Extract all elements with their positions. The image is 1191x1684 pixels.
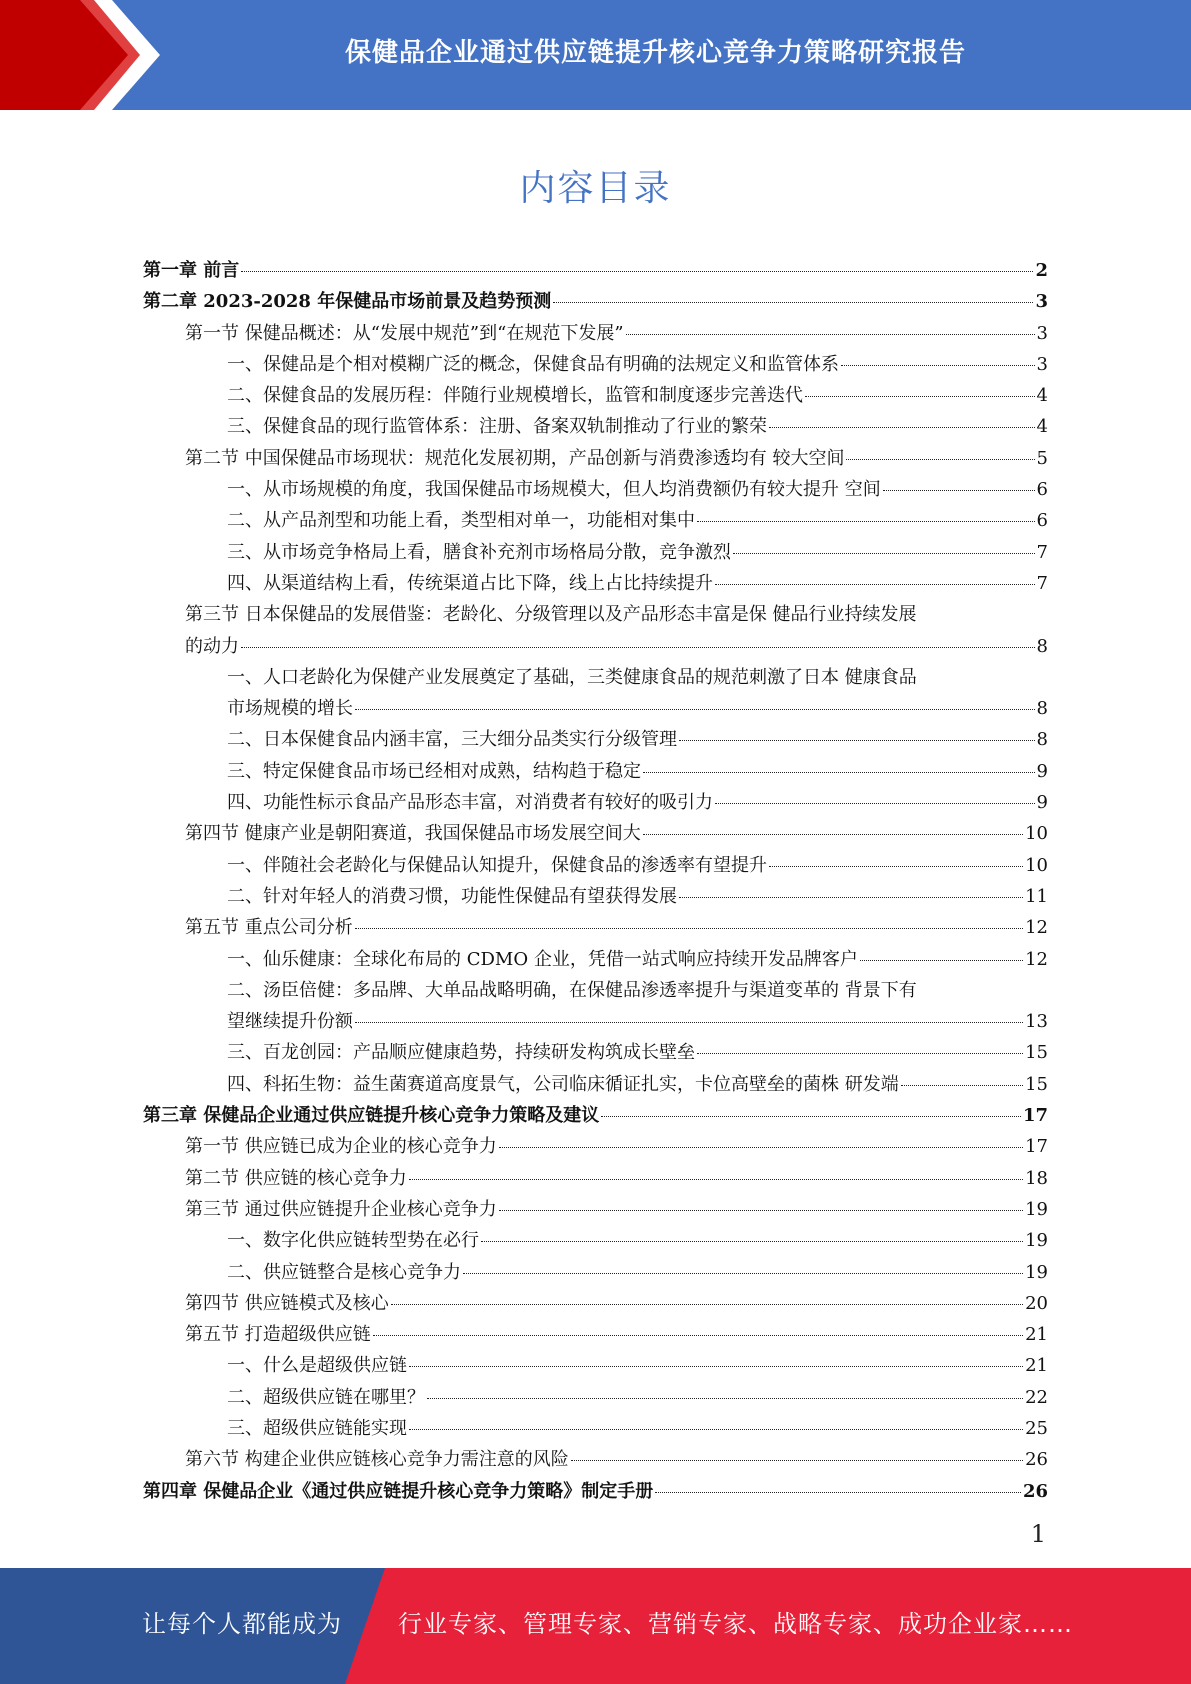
- toc-entry-title: 第二节 供应链的核心竞争力: [185, 1167, 407, 1189]
- toc-entry-title: 第一节 保健品概述：从“发展中规范”到“在规范下发展”: [185, 322, 624, 344]
- toc-entry-page: 12: [1025, 948, 1048, 970]
- toc-entry-title: 一、数字化供应链转型势在必行: [227, 1230, 479, 1252]
- toc-entry-page: 3: [1036, 322, 1048, 344]
- toc-entry-page: 17: [1025, 1136, 1048, 1158]
- toc-entry-title: 第三节 日本保健品的发展借鉴：老龄化、分级管理以及产品形态丰富是保 健品行业持续发展: [185, 604, 917, 626]
- toc-dot-leader: [655, 1492, 1021, 1493]
- toc-entry[interactable]: [143, 1257, 1048, 1288]
- toc-entry-title: 第四章 保健品企业《通过供应链提升核心竞争力策略》制定手册: [143, 1480, 654, 1502]
- toc-entry-title: 三、保健食品的现行监管体系：注册、备案双轨制推动了行业的繁荣: [227, 416, 767, 438]
- toc-dot-leader: [409, 1366, 1023, 1367]
- toc-entry[interactable]: [143, 1225, 1048, 1256]
- toc-entry-page: 26: [1025, 1449, 1048, 1471]
- toc-dot-leader: [883, 490, 1035, 491]
- toc-entry-title: 四、科拓生物：益生菌赛道高度景气，公司临床循证扎实，卡位高壁垒的菌株 研发端: [227, 1073, 899, 1095]
- toc-dot-leader: [715, 584, 1035, 585]
- toc-entry[interactable]: [143, 1444, 1048, 1475]
- toc-dot-leader: [697, 521, 1035, 522]
- toc-entry-title: 第一节 供应链已成为企业的核心竞争力: [185, 1136, 497, 1158]
- toc-entry[interactable]: [143, 1131, 1048, 1162]
- toc-entry-title: 一、保健品是个相对模糊广泛的概念，保健食品有明确的法规定义和监管体系: [227, 353, 839, 375]
- toc-entry-page: 3: [1036, 353, 1048, 375]
- toc-entry-title: 第一章 前言: [143, 260, 240, 281]
- toc-entry-page: 5: [1036, 447, 1048, 469]
- toc-entry-title: 第六节 构建企业供应链核心竞争力需注意的风险: [185, 1449, 569, 1471]
- toc-dot-leader: [860, 960, 1023, 961]
- toc-entry-title: 二、针对年轻人的消费习惯，功能性保健品有望获得发展: [227, 885, 677, 907]
- footer-slogan-left: 让每个人都能成为: [142, 1610, 342, 1638]
- toc-entry[interactable]: [143, 818, 1048, 849]
- toc-entry-page: 10: [1025, 854, 1048, 876]
- toc-dot-leader: [846, 459, 1034, 460]
- toc-dot-leader: [601, 1116, 1021, 1117]
- toc-entry[interactable]: [143, 944, 1048, 975]
- toc-entry-title: 三、从市场竞争格局上看，膳食补充剂市场格局分散，竞争激烈: [227, 541, 731, 563]
- toc-entry[interactable]: [143, 1319, 1048, 1350]
- toc-entry-page: 8: [1036, 635, 1048, 657]
- toc-dot-leader: [643, 834, 1023, 835]
- toc-entry-title: 二、保健食品的发展历程：伴随行业规模增长，监管和制度逐步完善迭代: [227, 385, 803, 407]
- toc-entry-page: 22: [1025, 1386, 1048, 1408]
- toc-entry-page: 9: [1036, 792, 1048, 814]
- page-number: 1: [1030, 1520, 1046, 1548]
- toc-dot-leader: [679, 897, 1023, 898]
- toc-entry-title: 第三节 通过供应链提升企业核心竞争力: [185, 1198, 497, 1220]
- toc-dot-leader: [355, 1022, 1023, 1023]
- toc-entry-title: 一、什么是超级供应链: [227, 1355, 407, 1377]
- toc-dot-leader: [409, 1179, 1023, 1180]
- toc-entry-page: 7: [1036, 572, 1048, 594]
- toc-entry-title: 第五节 重点公司分析: [185, 917, 353, 939]
- toc-entry[interactable]: [143, 443, 1048, 474]
- toc-entry-page: 8: [1036, 698, 1048, 720]
- toc-entry[interactable]: [143, 318, 1048, 349]
- toc-heading: 内容目录: [519, 168, 672, 209]
- toc-dot-leader: [499, 1147, 1023, 1148]
- toc-entry-title: 一、仙乐健康：全球化布局的 CDMO 企业，凭借一站式响应持续开发品牌客户: [227, 948, 858, 970]
- toc-entry-page: 15: [1025, 1042, 1048, 1064]
- toc-entry-title: 第二节 中国保健品市场现状：规范化发展初期，产品创新与消费渗透均有 较大空间: [185, 447, 845, 469]
- toc-entry[interactable]: [143, 756, 1048, 787]
- toc-entry[interactable]: [143, 1413, 1048, 1444]
- toc-entry[interactable]: [143, 599, 1048, 662]
- toc-chapter-entry[interactable]: [143, 1476, 1048, 1507]
- toc-entry-title-continued: 市场规模的增长: [227, 698, 353, 720]
- toc-entry[interactable]: [143, 1069, 1048, 1100]
- toc-entry-title: 第三章 保健品企业通过供应链提升核心竞争力策略及建议: [143, 1105, 600, 1127]
- toc-entry[interactable]: [143, 975, 1048, 1038]
- toc-dot-leader: [499, 1210, 1023, 1211]
- toc-entry-title: 一、伴随社会老龄化与保健品认知提升，保健食品的渗透率有望提升: [227, 854, 767, 876]
- toc-entry-page: 25: [1025, 1417, 1048, 1439]
- toc-entry-page: 17: [1022, 1105, 1048, 1127]
- toc-dot-leader: [679, 740, 1035, 741]
- toc-entry[interactable]: [143, 1288, 1048, 1319]
- toc-dot-leader: [553, 302, 1033, 303]
- toc-entry-page: 13: [1025, 1011, 1048, 1033]
- toc-entry-title: 第四节 健康产业是朝阳赛道，我国保健品市场发展空间大: [185, 823, 641, 845]
- toc-entry-page: 8: [1036, 729, 1048, 751]
- toc-dot-leader: [373, 1335, 1023, 1336]
- toc-entry[interactable]: [143, 474, 1048, 505]
- toc-entry-page: 21: [1025, 1355, 1048, 1377]
- toc-dot-leader: [697, 1053, 1023, 1054]
- footer-slogan-right: 行业专家、管理专家、营销专家、战略专家、成功企业家……: [398, 1610, 1073, 1638]
- toc-entry-page: 11: [1025, 885, 1048, 907]
- toc-entry-title-continued: 望继续提升份额: [227, 1011, 353, 1033]
- toc-entry-page: 3: [1035, 291, 1048, 313]
- toc-dot-leader: [626, 334, 1035, 335]
- toc-dot-leader: [841, 365, 1035, 366]
- toc-entry[interactable]: [143, 881, 1048, 912]
- toc-entry-title: 第四节 供应链模式及核心: [185, 1292, 389, 1314]
- toc-entry-page: 4: [1036, 385, 1048, 407]
- toc-entry[interactable]: [143, 537, 1048, 568]
- toc-entry[interactable]: [143, 1350, 1048, 1381]
- toc-entry-title: 第二章 2023-2028 年保健品市场前景及趋势预测: [143, 291, 552, 313]
- toc-chapter-entry[interactable]: [143, 1100, 1048, 1131]
- toc-entry-page: 2: [1035, 260, 1048, 281]
- toc-entry-page: 21: [1025, 1324, 1048, 1346]
- toc-entry[interactable]: [143, 662, 1048, 725]
- toc-entry-title: 二、汤臣倍健：多品牌、大单品战略明确，在保健品渗透率提升与渠道变革的 背景下有: [227, 979, 917, 1001]
- toc-entry[interactable]: [143, 1037, 1048, 1068]
- toc-entry[interactable]: [143, 349, 1048, 380]
- toc-entry-title: 一、人口老龄化为保健产业发展奠定了基础，三类健康食品的规范刺激了日本 健康食品: [227, 666, 917, 688]
- toc-dot-leader: [643, 772, 1035, 773]
- header-chevron-decoration: [0, 0, 160, 110]
- toc-entry-title: 四、从渠道结构上看，传统渠道占比下降，线上占比持续提升: [227, 572, 713, 594]
- toc-entry-title: 二、从产品剂型和功能上看，类型相对单一，功能相对集中: [227, 510, 695, 532]
- toc-entry[interactable]: [143, 787, 1048, 818]
- toc-entry[interactable]: [143, 912, 1048, 943]
- toc-dot-leader: [427, 1398, 1023, 1399]
- toc-entry[interactable]: [143, 1382, 1048, 1413]
- toc-entry-page: 18: [1025, 1167, 1048, 1189]
- toc-dot-leader: [241, 271, 1033, 272]
- toc-entry-page: 9: [1036, 760, 1048, 782]
- toc-dot-leader: [769, 866, 1023, 867]
- toc-entry-title: 三、超级供应链能实现: [227, 1417, 407, 1439]
- toc-entry-page: 15: [1025, 1073, 1048, 1095]
- toc-dot-leader: [769, 427, 1035, 428]
- toc-entry[interactable]: [143, 505, 1048, 536]
- toc-entry-title: 一、从市场规模的角度，我国保健品市场规模大，但人均消费额仍有较大提升 空间: [227, 479, 881, 501]
- toc-entry-page: 26: [1022, 1480, 1048, 1502]
- toc-entry-page: 6: [1036, 510, 1048, 532]
- toc-dot-leader: [409, 1429, 1023, 1430]
- toc-entry[interactable]: [143, 850, 1048, 881]
- toc-entry-title: 二、日本保健食品内涵丰富，三大细分品类实行分级管理: [227, 729, 677, 751]
- toc-dot-leader: [355, 709, 1035, 710]
- toc-entry-page: 19: [1025, 1261, 1048, 1283]
- report-title: 保健品企业通过供应链提升核心竞争力策略研究报告: [344, 37, 966, 68]
- toc-dot-leader: [463, 1273, 1023, 1274]
- toc-entry-title: 三、特定保健食品市场已经相对成熟，结构趋于稳定: [227, 760, 641, 782]
- toc-dot-leader: [355, 928, 1023, 929]
- toc-entry[interactable]: [143, 568, 1048, 599]
- toc-entry[interactable]: [143, 411, 1048, 442]
- toc-dot-leader: [733, 553, 1035, 554]
- toc-dot-leader: [715, 803, 1035, 804]
- toc-entry-page: 19: [1025, 1230, 1048, 1252]
- toc-entry-title: 四、功能性标示食品产品形态丰富，对消费者有较好的吸引力: [227, 792, 713, 814]
- toc-dot-leader: [391, 1304, 1023, 1305]
- toc-chapter-entry[interactable]: [143, 286, 1048, 317]
- toc-entry-title: 二、供应链整合是核心竞争力: [227, 1261, 461, 1283]
- toc-entry[interactable]: [143, 724, 1048, 755]
- toc-entry[interactable]: [143, 1194, 1048, 1225]
- toc-entry-page: 19: [1025, 1198, 1048, 1220]
- toc-entry[interactable]: [143, 380, 1048, 411]
- toc-entry-page: 6: [1036, 479, 1048, 501]
- toc-entry-page: 7: [1036, 541, 1048, 563]
- toc-entry-page: 12: [1025, 917, 1048, 939]
- toc-dot-leader: [241, 647, 1035, 648]
- toc-dot-leader: [805, 396, 1035, 397]
- toc-dot-leader: [901, 1085, 1023, 1086]
- toc-entry-page: 20: [1025, 1292, 1048, 1314]
- toc-entry[interactable]: [143, 1163, 1048, 1194]
- toc-entry-title: 三、百龙创园：产品顺应健康趋势，持续研发构筑成长壁垒: [227, 1042, 695, 1064]
- toc-entry-page: 10: [1025, 823, 1048, 845]
- toc-dot-leader: [481, 1241, 1023, 1242]
- toc-entry-title: 第五节 打造超级供应链: [185, 1324, 371, 1346]
- toc-chapter-entry[interactable]: [143, 255, 1048, 286]
- toc-dot-leader: [571, 1460, 1023, 1461]
- toc-entry-title: 二、超级供应链在哪里？: [227, 1386, 425, 1408]
- toc-entry-page: 4: [1036, 416, 1048, 438]
- table-of-contents: [143, 255, 1048, 1507]
- toc-entry-title-continued: 的动力: [185, 635, 239, 657]
